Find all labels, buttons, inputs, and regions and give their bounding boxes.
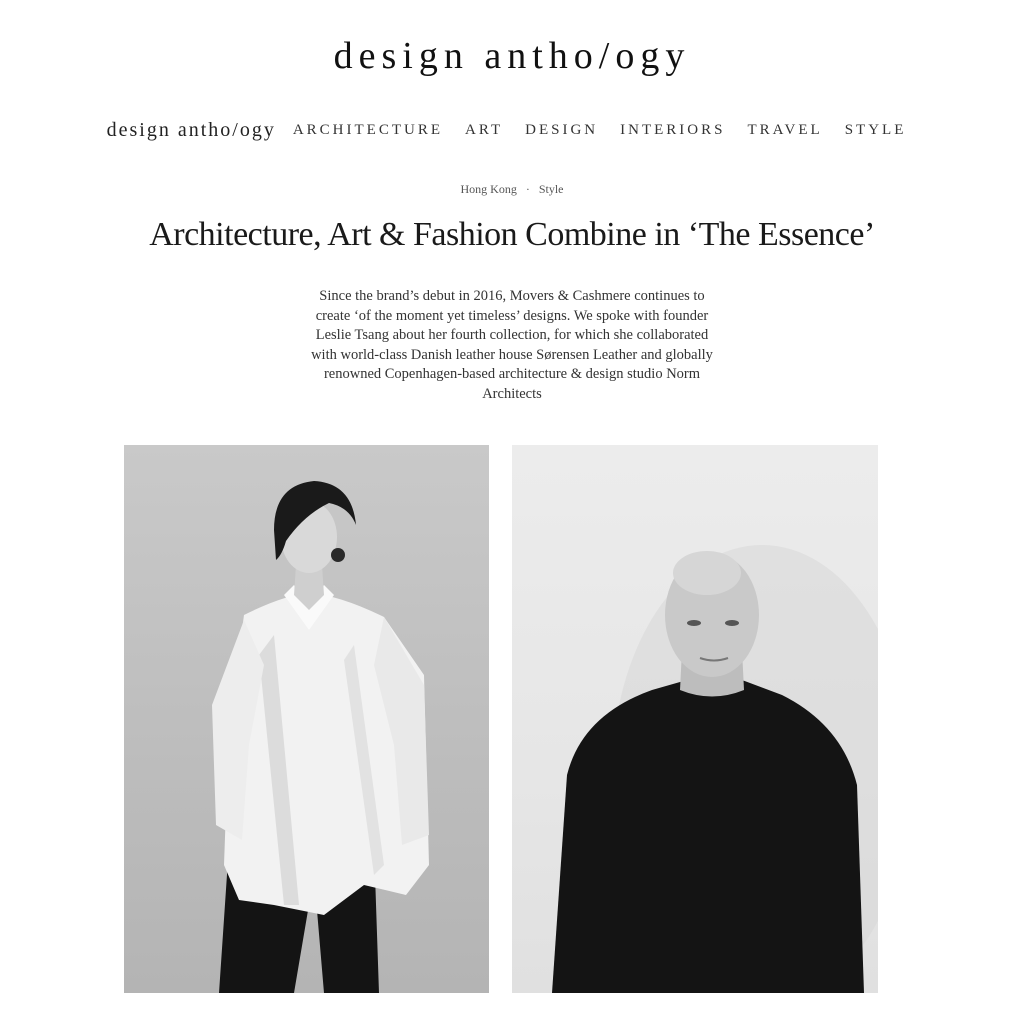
breadcrumb-separator: · [525, 182, 530, 196]
photo-woman-illustration [124, 445, 489, 993]
site-logo[interactable]: design antho/ogy [333, 35, 691, 77]
nav-item-style[interactable]: STYLE [844, 121, 907, 138]
breadcrumb-location[interactable]: Hong Kong [460, 182, 517, 196]
intro-line: renowned Copenhagen-based architecture & design studio Norm [323, 366, 701, 382]
breadcrumb [0, 182, 1024, 197]
intro-line: Since the brand’s debut in 2016, Movers & Cashmere continues to [319, 288, 705, 304]
photo-man-black-sweater [512, 445, 878, 993]
nav-logo[interactable]: design antho/ogy [106, 118, 276, 141]
nav-item-art[interactable]: ART [465, 121, 504, 138]
photo-man-illustration [512, 445, 878, 993]
intro-line: Leslie Tsang about her fourth collection, for which she collaborated [315, 327, 709, 343]
breadcrumb-category[interactable]: Style [538, 182, 564, 196]
article-intro [272, 287, 752, 404]
nav-item-architecture[interactable]: ARCHITECTURE [292, 121, 444, 138]
main-nav [0, 112, 1024, 148]
page-title: Architecture, Art & Fashion Combine in ‘The Essence’ [149, 216, 875, 253]
nav-item-interiors[interactable]: INTERIORS [620, 121, 726, 138]
nav-item-design[interactable]: DESIGN [525, 121, 599, 138]
photo-woman-white-shirt [124, 445, 489, 993]
intro-line: Architects [482, 385, 542, 402]
nav-item-travel[interactable]: TRAVEL [747, 121, 823, 138]
intro-line: create ‘of the moment yet timeless’ designs. We spoke with founder [315, 307, 709, 324]
intro-line: with world-class Danish leather house Sørensen Leather and globally [311, 346, 713, 363]
